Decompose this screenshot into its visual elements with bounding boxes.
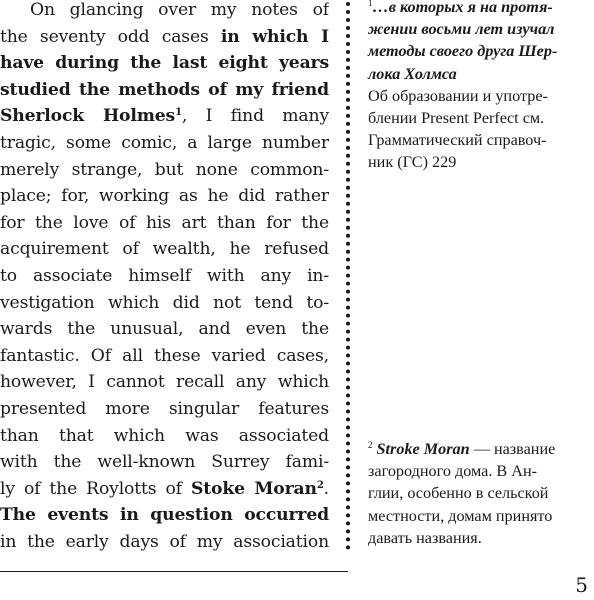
footnote-quote-line: методы своего друга Шер- — [368, 42, 558, 61]
footnote-quote: …в которых я на протя- — [372, 0, 553, 16]
text-line: in the early days of my association — [0, 531, 329, 552]
text-line: fantastic. Of all these varied cases, — [0, 345, 329, 366]
footnote-line: глии, особенно в сельской — [368, 484, 549, 503]
text-segment: the seventy odd cases — [0, 26, 221, 47]
text-segment: , I find many — [181, 106, 329, 127]
footnote-line: Об образовании и употре- — [368, 86, 548, 105]
text-line: to associate himself with any in- — [0, 265, 329, 286]
footnote-line: местности, домам принято — [368, 506, 553, 525]
footnote-line — [368, 0, 594, 18]
footnote-line: давать названия. — [368, 528, 482, 547]
footnote-line: ник (ГС) 229 — [368, 153, 457, 172]
text-line — [0, 476, 329, 503]
footnote-1 — [368, 0, 594, 174]
footnote-ref-1: 1 — [175, 107, 182, 119]
text-segment: . — [323, 478, 329, 499]
bottom-rule — [0, 571, 348, 572]
text-line: presented more singular features — [0, 398, 329, 419]
text-line: with the well-known Surrey fami- — [0, 452, 329, 473]
text-line: The events in question occurred — [0, 505, 329, 526]
dotted-column-divider — [346, 2, 350, 550]
text-segment: ly of the Roylotts of — [0, 478, 191, 499]
text-line: however, I cannot recall any which — [0, 372, 329, 393]
footnote-quote-line: жении восьми лет изучал — [368, 20, 555, 39]
footnote-number: 2 — [368, 440, 373, 450]
text-line: studied the methods of my friend — [0, 79, 329, 100]
text-line: than that which was associated — [0, 425, 329, 446]
footnote-term: Stroke Moran — [376, 440, 470, 458]
text-line — [0, 24, 329, 51]
footnote-line: Грамматический справоч- — [368, 131, 547, 150]
text-line: On glancing over my notes of — [30, 0, 329, 20]
text-line: wards the unusual, and even the — [0, 319, 329, 340]
footnote-2 — [368, 438, 594, 549]
bold-text-segment: Sherlock Holmes — [0, 106, 176, 127]
footnote-quote-line: лока Холмса — [368, 64, 457, 83]
footnote-line: загородного дома. В Ан- — [368, 462, 538, 481]
footnote-number: 1 — [368, 0, 373, 8]
text-line: merely strange, but none common- — [0, 159, 329, 180]
page-number: 5 — [575, 573, 588, 597]
text-line: for the love of his art than for the — [0, 212, 329, 233]
footnote-text: — название — [469, 440, 556, 458]
text-line: have during the last eight years — [0, 53, 329, 74]
footnote-line: блении Present Perfect см. — [368, 108, 545, 127]
text-line: acquirement of wealth, he refused — [0, 239, 329, 260]
bold-text-segment: Stoke Moran — [190, 478, 317, 499]
text-line: place; for, working as he did rather — [0, 186, 329, 207]
footnote-line — [368, 438, 594, 460]
footnote-ref-2: 2 — [316, 479, 324, 491]
text-line: tragic, some comic, a large number — [0, 132, 329, 153]
bold-text-segment: in which I — [220, 26, 329, 47]
text-line: vestigation which did not tend to- — [0, 292, 329, 313]
text-line — [0, 103, 329, 130]
